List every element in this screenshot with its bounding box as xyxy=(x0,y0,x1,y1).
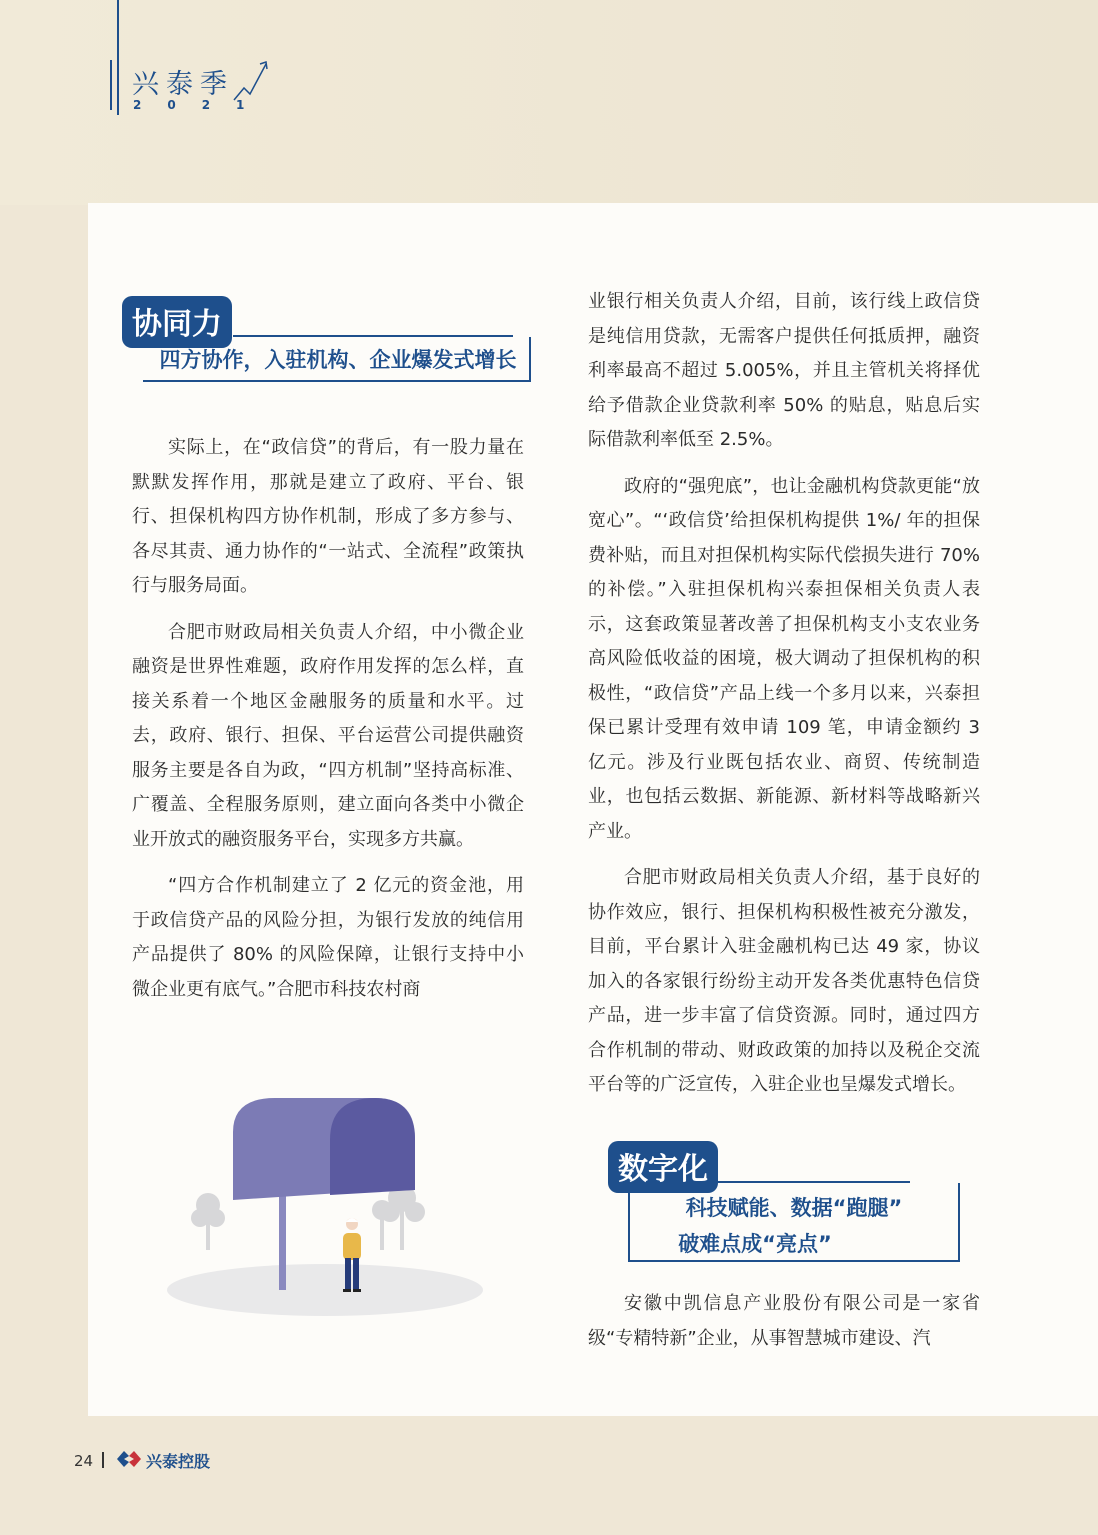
billboard-pole xyxy=(279,1195,286,1290)
magazine-title: 兴泰季 xyxy=(132,69,234,100)
paragraph: “四方合作机制建立了 2 亿元的资金池，用于政信贷产品的风险分担，为银行发放的纯信用产品提供了 80% 的风险保障，让银行支持中小微企业更有底气。”合肥市科技农村商 xyxy=(132,875,524,1000)
paragraph: 实际上，在“政信贷”的背后，有一股力量在默默发挥作用，那就是建立了政府、平台、银行、担保机构四方协作机制，形成了多方参与、各尽其责、通力协作的“一站式、全流程”政策执行与服务局面。 xyxy=(132,437,524,596)
footer-divider xyxy=(102,1452,104,1468)
tree xyxy=(372,1184,425,1250)
paragraph: 合肥市财政局相关负责人介绍，基于良好的协作效应，银行、担保机构积极性被充分激发，目前，平台累计入驻金融机构已达 49 家，协议加入的各家银行纷纷主动开发各类优惠特色信贷产品，进一步丰富了信贷资源。同时，通过四方合作机制的带动、财政政策的加持以及税企交流平台等的广泛宣传，入驻企业也呈爆发式增长。 xyxy=(588,867,980,1095)
paragraph: 安徽中凯信息产业股份有限公司是一家省级“专精特新”企业，从事智慧城市建设、汽 xyxy=(588,1293,980,1349)
magazine-year: 2021 xyxy=(133,98,271,112)
paragraph: 合肥市财政局相关负责人介绍，中小微企业融资是世界性难题，政府作用发挥的怎么样，直接关系着一个地区金融服务的质量和水平。过去，政府、银行、担保、平台运营公司提供融资服务主要是各自为政，“四方机制”坚持高标准、广覆盖、全程服务原则，建立面向各类中小微企业开放式的融资服务平台，实现多方共赢。 xyxy=(132,621,524,850)
section1-subtitle: 四方协作，入驻机构、企业爆发式增长 xyxy=(159,348,517,372)
section2-subtitle-line2: 破难点成“亮点” xyxy=(678,1232,832,1256)
trend-arrow-icon xyxy=(232,58,272,103)
header-vertical-rule-short xyxy=(110,60,112,110)
right-column-continued xyxy=(588,1287,980,1368)
page-number: 24 xyxy=(74,1452,94,1470)
paragraph: 业银行相关负责人介绍，目前，该行线上政信贷是纯信用贷款，无需客户提供任何抵质押，融资利率最高不超过 5.005%，并且主管机关将择优给予借款企业贷款利率 50% 的贴息，贴息后实际借款利率低至 2.5%。 xyxy=(588,291,980,450)
section2-badge: 数字化 xyxy=(608,1141,718,1193)
header-vertical-rule xyxy=(117,0,119,115)
section2-subtitle-line1: 科技赋能、数据“跑腿” xyxy=(685,1196,903,1220)
billboard-side xyxy=(330,1098,415,1195)
left-column xyxy=(132,431,524,1019)
company-logo-icon xyxy=(115,1447,143,1471)
tree xyxy=(191,1193,225,1250)
company-name: 兴泰控股 xyxy=(146,1452,211,1471)
ground-shadow xyxy=(167,1264,483,1316)
paragraph: 政府的“强兜底”，也让金融机构贷款更能“放宽心”。“‘政信贷’给担保机构提供 1%/ 年的担保费补贴，而且对担保机构实际代偿损失进行 70% 的补偿。”入驻担保机构兴泰担保相关负责人表示，这套政策显著改善了担保机构支小支农业务高风险低收益的困境，极大调动了担保机构的积极性，“政信贷”产品上线一个多月以来，兴泰担保已累计受理有效申请 109 笔，申请金额约 3 亿元。涉及行业既包括农业、商贸、传统制造业，也包括云数据、新能源、新材料等战略新兴产业。 xyxy=(588,475,980,842)
right-column xyxy=(588,285,980,1115)
billboard-illustration xyxy=(165,1090,495,1320)
section1-badge: 协同力 xyxy=(122,296,232,348)
